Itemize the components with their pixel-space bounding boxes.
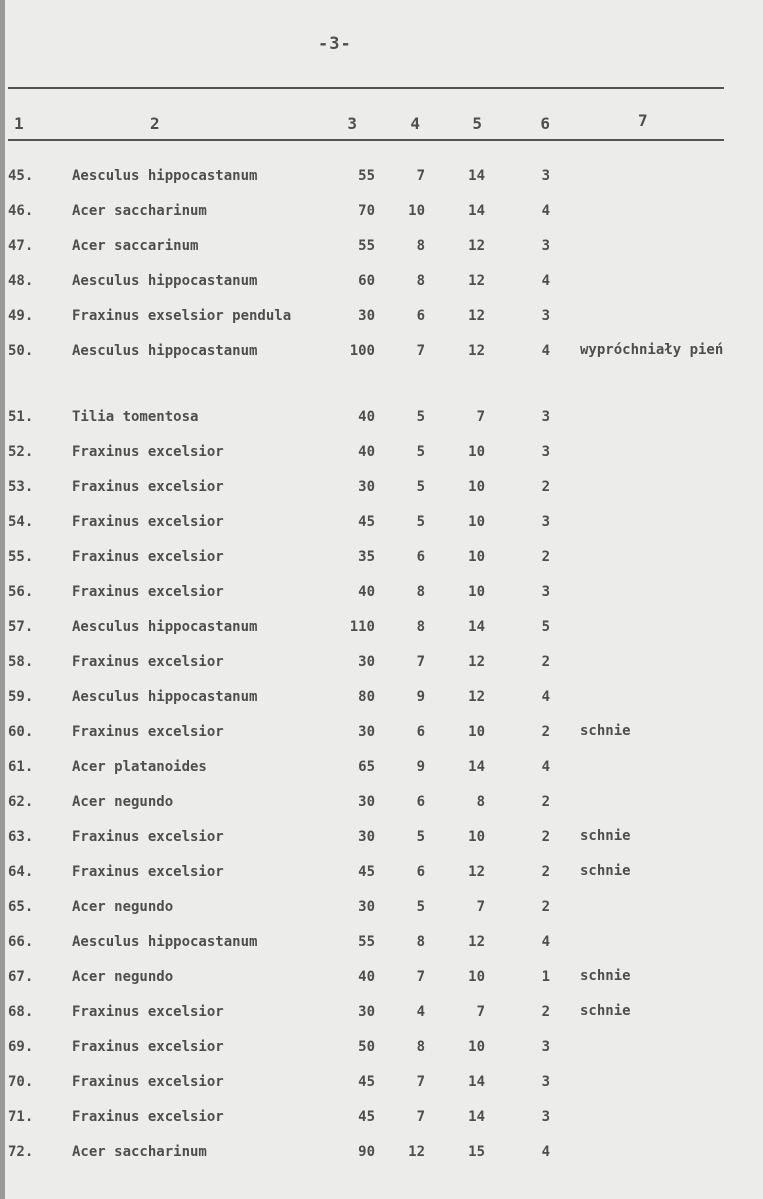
col-5-value: 10 bbox=[468, 1039, 485, 1055]
col-5-value: 7 bbox=[476, 899, 485, 915]
row-number: 70. bbox=[8, 1074, 34, 1090]
col-6-value: 3 bbox=[541, 1074, 550, 1090]
species-name: Acer saccharinum bbox=[72, 1144, 207, 1160]
table-row bbox=[0, 899, 763, 934]
remarks: wypróchniały pień bbox=[580, 342, 724, 358]
col-6-value: 2 bbox=[541, 724, 550, 740]
col-6-value: 2 bbox=[541, 1004, 550, 1020]
col-6-value: 3 bbox=[541, 308, 550, 324]
table-row bbox=[0, 238, 763, 273]
page-number: -3- bbox=[318, 34, 352, 54]
row-number: 56. bbox=[8, 584, 34, 600]
col-4-value: 8 bbox=[416, 934, 425, 950]
col-3-value: 55 bbox=[358, 934, 375, 950]
row-number: 72. bbox=[8, 1144, 34, 1160]
col-5-value: 14 bbox=[468, 759, 485, 775]
col-5-value: 7 bbox=[476, 409, 485, 425]
col-6-value: 4 bbox=[541, 759, 550, 775]
col-6-value: 3 bbox=[541, 1109, 550, 1125]
col-6-value: 3 bbox=[541, 409, 550, 425]
table-row bbox=[0, 1144, 763, 1179]
species-name: Fraxinus excelsior bbox=[72, 1074, 224, 1090]
species-name: Fraxinus excelsior bbox=[72, 1004, 224, 1020]
col-3-value: 30 bbox=[358, 479, 375, 495]
species-name: Fraxinus excelsior bbox=[72, 549, 224, 565]
row-number: 55. bbox=[8, 549, 34, 565]
col-3-value: 45 bbox=[358, 514, 375, 530]
col-3-value: 100 bbox=[349, 343, 375, 359]
col-4-value: 6 bbox=[416, 794, 425, 810]
species-name: Aesculus hippocastanum bbox=[72, 934, 258, 950]
col-6-value: 4 bbox=[541, 273, 550, 289]
header-col-1: 1 bbox=[14, 114, 24, 133]
header-col-2: 2 bbox=[150, 114, 160, 133]
col-4-value: 5 bbox=[416, 444, 425, 460]
col-5-value: 14 bbox=[468, 168, 485, 184]
col-4-value: 6 bbox=[416, 308, 425, 324]
col-5-value: 10 bbox=[468, 514, 485, 530]
col-4-value: 6 bbox=[416, 864, 425, 880]
col-3-value: 30 bbox=[358, 308, 375, 324]
col-5-value: 12 bbox=[468, 308, 485, 324]
col-6-value: 3 bbox=[541, 444, 550, 460]
top-rule bbox=[8, 87, 724, 89]
col-5-value: 10 bbox=[468, 724, 485, 740]
col-5-value: 10 bbox=[468, 829, 485, 845]
species-name: Fraxinus exselsior pendula bbox=[72, 308, 292, 324]
species-name: Fraxinus excelsior bbox=[72, 444, 224, 460]
species-name: Aesculus hippocastanum bbox=[72, 619, 258, 635]
row-number: 60. bbox=[8, 724, 34, 740]
col-4-value: 6 bbox=[416, 724, 425, 740]
row-number: 50. bbox=[8, 343, 34, 359]
table-row bbox=[0, 759, 763, 794]
col-3-value: 45 bbox=[358, 1074, 375, 1090]
table-row bbox=[0, 343, 763, 409]
row-number: 62. bbox=[8, 794, 34, 810]
col-4-value: 5 bbox=[416, 829, 425, 845]
col-5-value: 12 bbox=[468, 864, 485, 880]
col-4-value: 9 bbox=[416, 689, 425, 705]
col-6-value: 3 bbox=[541, 238, 550, 254]
row-number: 68. bbox=[8, 1004, 34, 1020]
col-3-value: 40 bbox=[358, 444, 375, 460]
col-3-value: 30 bbox=[358, 829, 375, 845]
col-6-value: 4 bbox=[541, 934, 550, 950]
col-4-value: 5 bbox=[416, 899, 425, 915]
col-3-value: 50 bbox=[358, 1039, 375, 1055]
header-col-3: 3 bbox=[347, 114, 357, 133]
col-3-value: 30 bbox=[358, 899, 375, 915]
col-3-value: 65 bbox=[358, 759, 375, 775]
species-name: Fraxinus excelsior bbox=[72, 724, 224, 740]
table-row bbox=[0, 273, 763, 308]
row-number: 47. bbox=[8, 238, 34, 254]
col-4-value: 8 bbox=[416, 238, 425, 254]
table-row bbox=[0, 444, 763, 479]
col-4-value: 7 bbox=[416, 1109, 425, 1125]
header-col-7: 7 bbox=[638, 111, 648, 130]
table-row bbox=[0, 549, 763, 584]
col-5-value: 12 bbox=[468, 654, 485, 670]
col-5-value: 14 bbox=[468, 1109, 485, 1125]
col-3-value: 60 bbox=[358, 273, 375, 289]
table-row bbox=[0, 203, 763, 238]
col-6-value: 3 bbox=[541, 1039, 550, 1055]
row-number: 63. bbox=[8, 829, 34, 845]
header-col-6: 6 bbox=[540, 114, 550, 133]
col-3-value: 45 bbox=[358, 1109, 375, 1125]
col-3-value: 35 bbox=[358, 549, 375, 565]
col-4-value: 7 bbox=[416, 654, 425, 670]
col-4-value: 5 bbox=[416, 514, 425, 530]
table-row bbox=[0, 514, 763, 549]
species-name: Aesculus hippocastanum bbox=[72, 343, 258, 359]
table-header bbox=[0, 111, 763, 136]
species-name: Aesculus hippocastanum bbox=[72, 168, 258, 184]
col-6-value: 1 bbox=[541, 969, 550, 985]
col-4-value: 8 bbox=[416, 619, 425, 635]
row-number: 58. bbox=[8, 654, 34, 670]
remarks: schnie bbox=[580, 723, 631, 739]
col-4-value: 7 bbox=[416, 1074, 425, 1090]
col-5-value: 14 bbox=[468, 619, 485, 635]
col-3-value: 45 bbox=[358, 864, 375, 880]
species-name: Acer negundo bbox=[72, 899, 174, 915]
table-row bbox=[0, 864, 763, 899]
species-name: Acer negundo bbox=[72, 969, 174, 985]
col-5-value: 10 bbox=[468, 584, 485, 600]
col-6-value: 3 bbox=[541, 168, 550, 184]
row-number: 59. bbox=[8, 689, 34, 705]
col-4-value: 7 bbox=[416, 343, 425, 359]
row-number: 48. bbox=[8, 273, 34, 289]
row-number: 51. bbox=[8, 409, 34, 425]
col-6-value: 2 bbox=[541, 654, 550, 670]
col-4-value: 9 bbox=[416, 759, 425, 775]
col-6-value: 4 bbox=[541, 1144, 550, 1160]
col-3-value: 55 bbox=[358, 238, 375, 254]
species-name: Fraxinus excelsior bbox=[72, 514, 224, 530]
row-number: 57. bbox=[8, 619, 34, 635]
col-4-value: 8 bbox=[416, 273, 425, 289]
col-4-value: 6 bbox=[416, 549, 425, 565]
col-6-value: 2 bbox=[541, 479, 550, 495]
row-number: 65. bbox=[8, 899, 34, 915]
row-number: 53. bbox=[8, 479, 34, 495]
table-row bbox=[0, 409, 763, 444]
col-3-value: 30 bbox=[358, 794, 375, 810]
species-name: Acer saccharinum bbox=[72, 203, 207, 219]
species-name: Fraxinus excelsior bbox=[72, 864, 224, 880]
col-5-value: 14 bbox=[468, 1074, 485, 1090]
row-number: 49. bbox=[8, 308, 34, 324]
col-6-value: 2 bbox=[541, 794, 550, 810]
col-6-value: 4 bbox=[541, 689, 550, 705]
col-6-value: 5 bbox=[541, 619, 550, 635]
row-number: 67. bbox=[8, 969, 34, 985]
col-3-value: 90 bbox=[358, 1144, 375, 1160]
table-row bbox=[0, 1039, 763, 1074]
col-4-value: 8 bbox=[416, 1039, 425, 1055]
remarks: schnie bbox=[580, 828, 631, 844]
table-row bbox=[0, 654, 763, 689]
table-row bbox=[0, 584, 763, 619]
remarks: schnie bbox=[580, 968, 631, 984]
remarks: schnie bbox=[580, 1003, 631, 1019]
col-5-value: 10 bbox=[468, 969, 485, 985]
col-3-value: 40 bbox=[358, 969, 375, 985]
col-3-value: 110 bbox=[349, 619, 375, 635]
species-name: Fraxinus excelsior bbox=[72, 829, 224, 845]
col-5-value: 8 bbox=[476, 794, 485, 810]
col-4-value: 10 bbox=[408, 203, 425, 219]
table-row bbox=[0, 1074, 763, 1109]
col-6-value: 4 bbox=[541, 343, 550, 359]
col-4-value: 8 bbox=[416, 584, 425, 600]
header-col-4: 4 bbox=[410, 114, 420, 133]
row-number: 45. bbox=[8, 168, 34, 184]
species-name: Aesculus hippocastanum bbox=[72, 689, 258, 705]
species-name: Fraxinus excelsior bbox=[72, 654, 224, 670]
row-number: 66. bbox=[8, 934, 34, 950]
col-3-value: 30 bbox=[358, 724, 375, 740]
row-number: 71. bbox=[8, 1109, 34, 1125]
row-number: 46. bbox=[8, 203, 34, 219]
species-name: Acer negundo bbox=[72, 794, 174, 810]
col-5-value: 12 bbox=[468, 689, 485, 705]
remarks: schnie bbox=[580, 863, 631, 879]
col-5-value: 10 bbox=[468, 549, 485, 565]
table-row bbox=[0, 619, 763, 654]
col-6-value: 2 bbox=[541, 864, 550, 880]
col-5-value: 12 bbox=[468, 343, 485, 359]
col-3-value: 30 bbox=[358, 654, 375, 670]
species-name: Fraxinus excelsior bbox=[72, 584, 224, 600]
col-5-value: 14 bbox=[468, 203, 485, 219]
col-5-value: 10 bbox=[468, 479, 485, 495]
col-3-value: 30 bbox=[358, 1004, 375, 1020]
species-name: Acer platanoides bbox=[72, 759, 207, 775]
col-3-value: 70 bbox=[358, 203, 375, 219]
col-4-value: 4 bbox=[416, 1004, 425, 1020]
col-5-value: 7 bbox=[476, 1004, 485, 1020]
col-5-value: 12 bbox=[468, 273, 485, 289]
col-6-value: 3 bbox=[541, 584, 550, 600]
col-3-value: 55 bbox=[358, 168, 375, 184]
table-body bbox=[0, 168, 763, 1179]
col-4-value: 5 bbox=[416, 409, 425, 425]
col-6-value: 3 bbox=[541, 514, 550, 530]
col-6-value: 2 bbox=[541, 549, 550, 565]
header-rule bbox=[8, 139, 724, 141]
row-number: 69. bbox=[8, 1039, 34, 1055]
col-3-value: 40 bbox=[358, 409, 375, 425]
col-5-value: 15 bbox=[468, 1144, 485, 1160]
header-col-5: 5 bbox=[472, 114, 482, 133]
col-6-value: 4 bbox=[541, 203, 550, 219]
species-name: Tilia tomentosa bbox=[72, 409, 199, 425]
col-5-value: 12 bbox=[468, 238, 485, 254]
col-3-value: 40 bbox=[358, 584, 375, 600]
species-name: Fraxinus excelsior bbox=[72, 479, 224, 495]
col-6-value: 2 bbox=[541, 899, 550, 915]
col-3-value: 80 bbox=[358, 689, 375, 705]
species-name: Fraxinus excelsior bbox=[72, 1039, 224, 1055]
col-4-value: 12 bbox=[408, 1144, 425, 1160]
row-number: 64. bbox=[8, 864, 34, 880]
species-name: Aesculus hippocastanum bbox=[72, 273, 258, 289]
table-row bbox=[0, 479, 763, 514]
table-row bbox=[0, 724, 763, 759]
row-number: 54. bbox=[8, 514, 34, 530]
table-row bbox=[0, 1109, 763, 1144]
col-5-value: 10 bbox=[468, 444, 485, 460]
species-name: Fraxinus excelsior bbox=[72, 1109, 224, 1125]
species-name: Acer saccarinum bbox=[72, 238, 199, 254]
row-number: 52. bbox=[8, 444, 34, 460]
row-number: 61. bbox=[8, 759, 34, 775]
col-6-value: 2 bbox=[541, 829, 550, 845]
col-4-value: 7 bbox=[416, 969, 425, 985]
table-row bbox=[0, 168, 763, 203]
table-row bbox=[0, 1004, 763, 1039]
col-5-value: 12 bbox=[468, 934, 485, 950]
col-4-value: 7 bbox=[416, 168, 425, 184]
col-4-value: 5 bbox=[416, 479, 425, 495]
